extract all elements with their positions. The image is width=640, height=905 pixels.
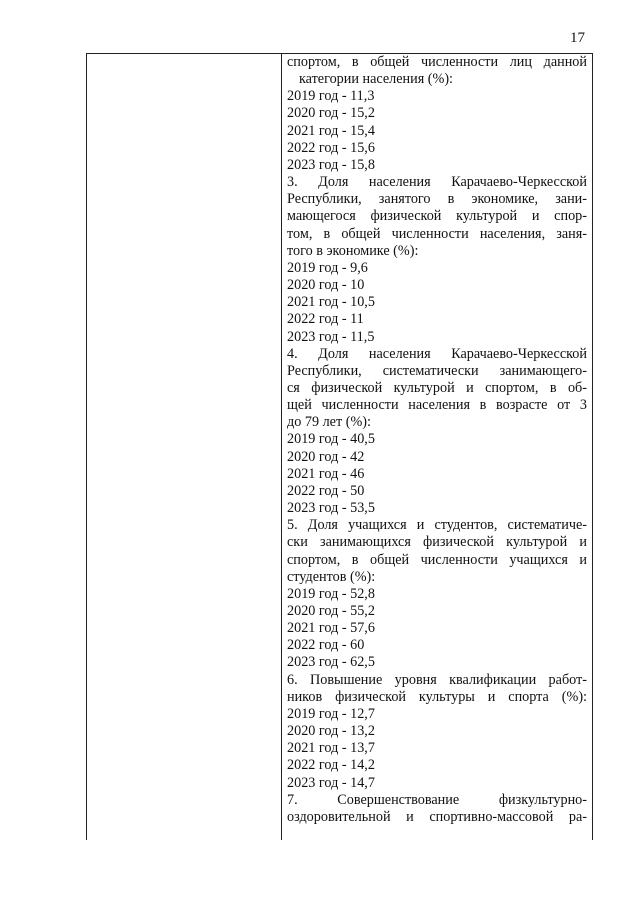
text-line: 2022 год - 11 <box>287 311 364 328</box>
text-line: 2019 год - 52,8 <box>287 585 375 602</box>
table-right-column <box>287 54 587 826</box>
text-line: мающегося физической культурой и спор- <box>287 208 587 225</box>
text-line: 5. Доля учащихся и студентов, систематиче- <box>287 517 587 534</box>
text-line: 2021 год - 46 <box>287 465 365 482</box>
text-line: 2021 год - 15,4 <box>287 122 375 139</box>
text-line: 2019 год - 12,7 <box>287 705 375 722</box>
text-line: 2019 год - 9,6 <box>287 259 368 276</box>
text-line: 2021 год - 13,7 <box>287 740 375 757</box>
indicators-table <box>86 53 593 840</box>
text-line: 2021 год - 10,5 <box>287 294 375 311</box>
text-line: категории населения (%): <box>299 71 453 88</box>
text-line: 2020 год - 55,2 <box>287 603 375 619</box>
text-line: спортом, в общей численности лиц данной <box>287 54 587 70</box>
text-line: 2022 год - 14,2 <box>287 757 375 774</box>
text-line: 2023 год - 62,5 <box>287 654 375 671</box>
text-line: оздоровительной и спортивно-массовой ра- <box>287 808 587 825</box>
text-line: студентов (%): <box>287 568 376 585</box>
text-line: том, в общей численности населения, заня- <box>287 225 587 242</box>
text-line: 2019 год - 40,5 <box>287 431 375 448</box>
text-line: ски занимающихся физической культурой и <box>287 534 587 551</box>
text-line: 2022 год - 50 <box>287 482 365 499</box>
text-line: спортом, в общей численности учащихся и <box>287 551 587 568</box>
text-line: 2020 год - 42 <box>287 448 365 465</box>
text-line: 2020 год - 10 <box>287 277 365 294</box>
text-line: Республики, систематически занимающего- <box>287 362 587 379</box>
table-left-column <box>87 54 282 840</box>
text-line: 2022 год - 15,6 <box>287 139 375 156</box>
text-line: 3. Доля населения Карачаево-Черкесской <box>287 174 587 191</box>
text-line: 6. Повышение уровня квалификации работ- <box>287 671 587 688</box>
text-line: 2020 год - 13,2 <box>287 723 375 740</box>
text-line: щей численности населения в возрасте от 3 <box>287 397 587 414</box>
text-line: 4. Доля населения Карачаево-Черкесской <box>287 345 587 362</box>
text-line: того в экономике (%): <box>287 242 419 259</box>
text-line: ся физической культурой и спортом, в об- <box>287 379 587 396</box>
text-line: 2023 год - 53,5 <box>287 500 375 517</box>
text-line: 2020 год - 15,2 <box>287 105 375 122</box>
text-line: 7. Совершенствование физкультурно- <box>287 791 587 808</box>
text-line: 2019 год - 11,3 <box>287 88 375 105</box>
page-number: 17 <box>570 30 585 46</box>
text-line: 2022 год - 60 <box>287 637 365 654</box>
text-line: Республики, занятого в экономике, зани- <box>287 191 587 208</box>
text-line: 2021 год - 57,6 <box>287 620 375 637</box>
text-line: 2023 год - 15,8 <box>287 156 375 173</box>
text-line: 2023 год - 11,5 <box>287 328 375 345</box>
text-line: 2023 год - 14,7 <box>287 774 375 791</box>
text-line: ников физической культуры и спорта (%): <box>287 688 587 705</box>
text-line: до 79 лет (%): <box>287 414 371 431</box>
